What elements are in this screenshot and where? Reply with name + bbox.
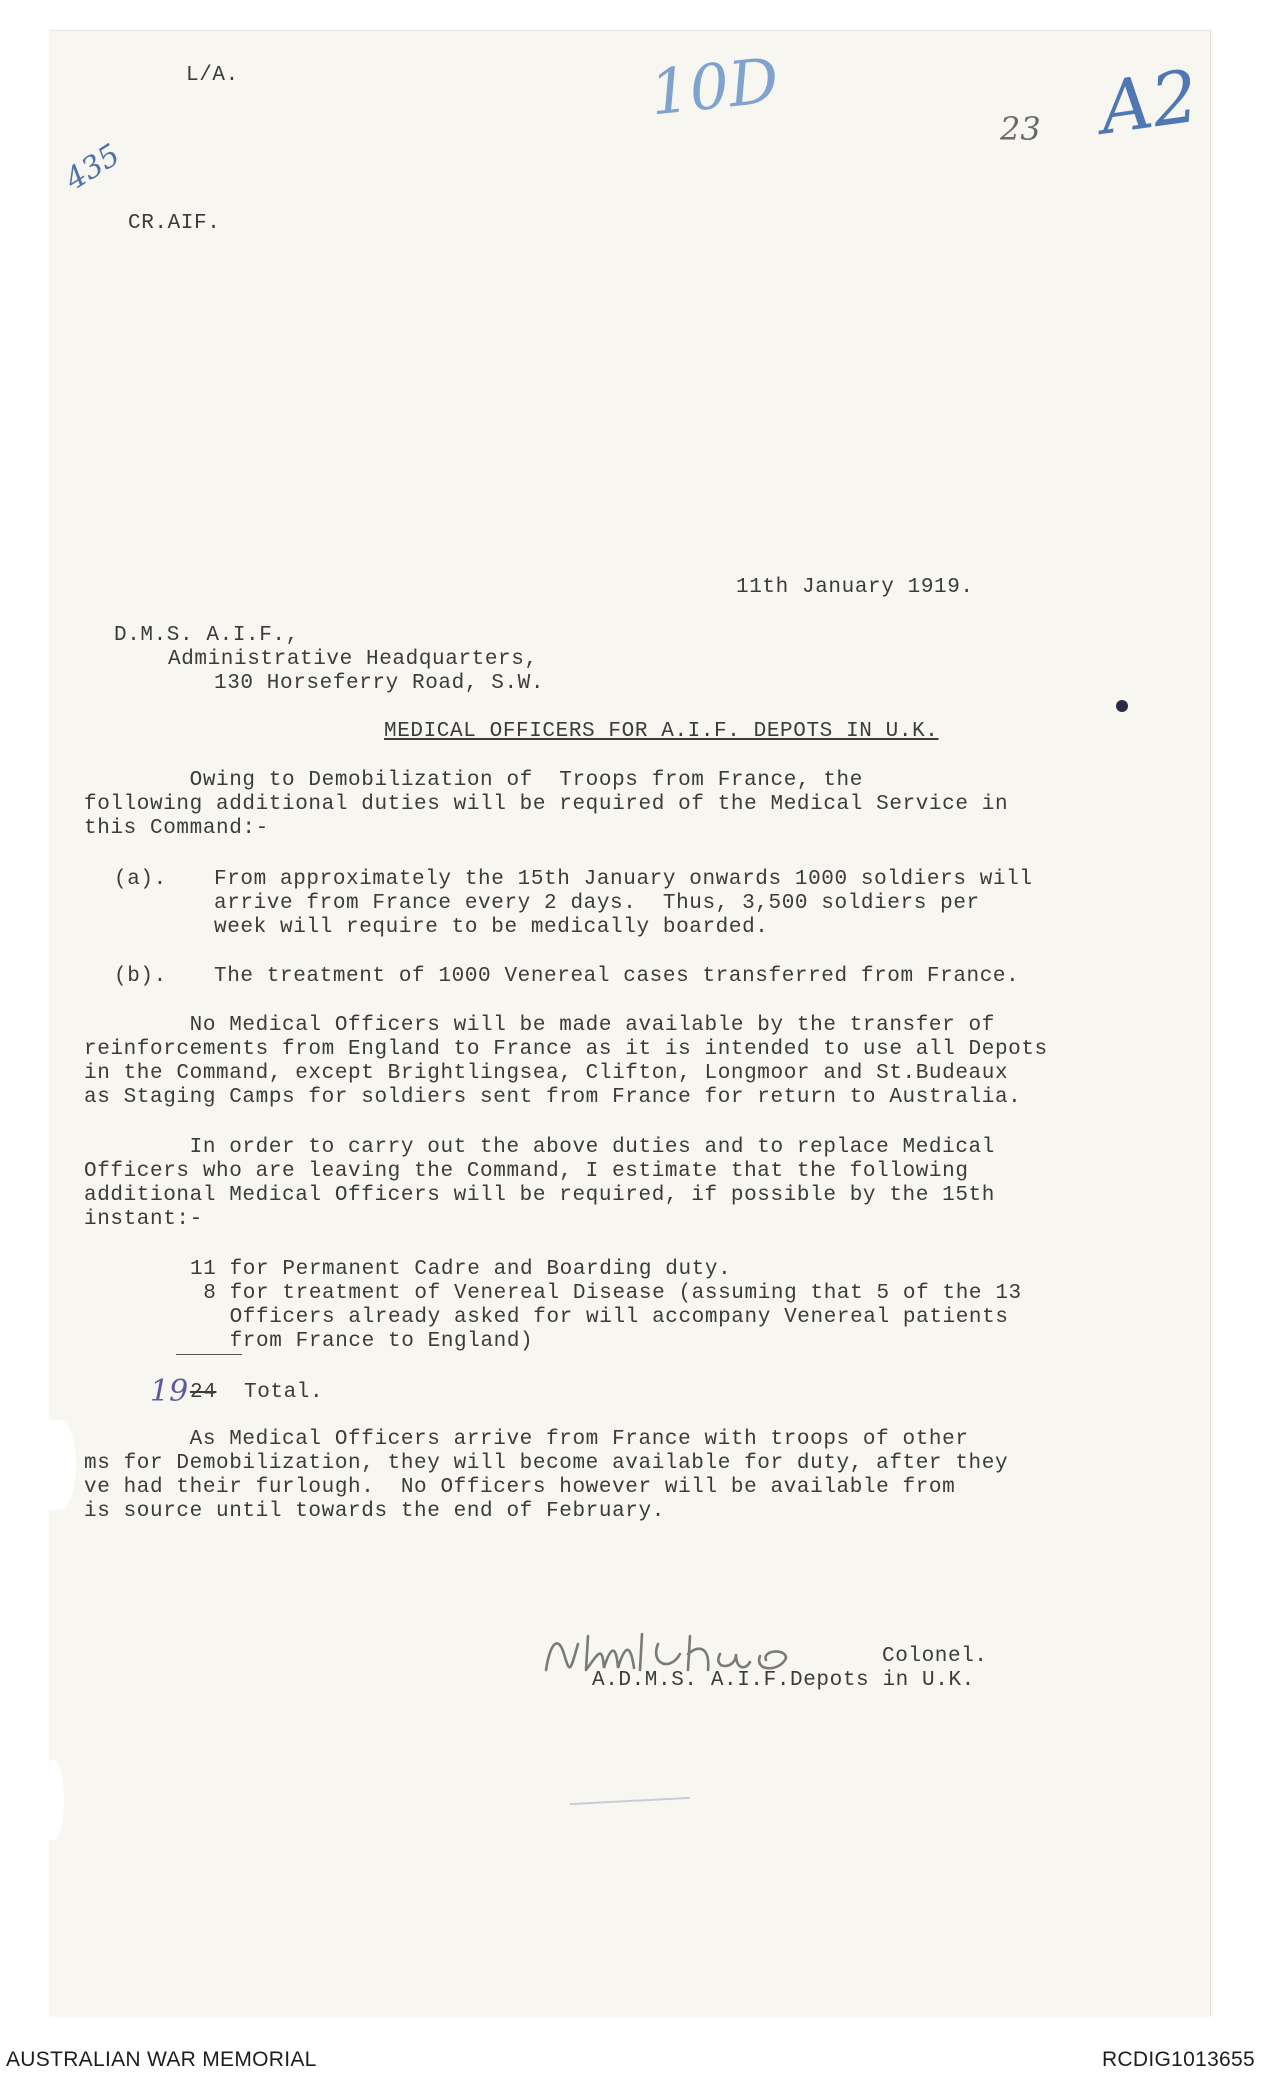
cr-aif-reference: CR.AIF. (128, 212, 221, 235)
text-line: Owing to Demobilization of Troops from France, the (84, 769, 863, 792)
sum-rule (176, 1354, 242, 1355)
item-b-label: (b). (114, 965, 167, 988)
text-line: week will require to be medically boarded. (214, 916, 769, 939)
handwritten-folio-number: 435 (59, 137, 127, 198)
text-line: No Medical Officers will be made available by the transfer of (84, 1014, 995, 1037)
text-line: Officers who are leaving the Command, I estimate that the following (84, 1160, 969, 1183)
letter-date: 11th January 1919. (736, 576, 974, 599)
list-item: Officers already asked for will accompany Venereal patients (190, 1306, 1009, 1329)
list-item: 11 for Permanent Cadre and Boarding duty. (190, 1258, 732, 1281)
handwritten-10d: 10D (646, 43, 783, 130)
item-b-text: The treatment of 1000 Venereal cases transferred from France. (214, 965, 1020, 988)
subject-heading: MEDICAL OFFICERS FOR A.I.F. DEPOTS IN U.K. (384, 720, 939, 743)
list-item: 8 for treatment of Venereal Disease (assuming that 5 of the 13 (190, 1282, 1022, 1305)
text-line: following additional duties will be required of the Medical Service in (84, 793, 1009, 816)
text-line: From approximately the 15th January onwards 1000 soldiers will (214, 868, 1033, 891)
address-line-1: D.M.S. A.I.F., (114, 624, 299, 647)
item-a-text (214, 868, 1033, 940)
officer-requirements-list (190, 1258, 1022, 1354)
paragraph-2 (84, 1014, 1048, 1110)
signature-rank: Colonel. (882, 1645, 988, 1668)
page-tear (44, 1420, 76, 1510)
text-line: reinforcements from England to France as it is intended to use all Depots (84, 1038, 1048, 1061)
text-line: instant:- (84, 1208, 203, 1231)
item-a-label: (a). (114, 868, 167, 891)
reference-mark: L/A. (186, 64, 239, 87)
text-line: ve had their furlough. No Officers however will be available from (84, 1476, 956, 1499)
text-line: this Command:- (84, 817, 269, 840)
footer-archive-name: AUSTRALIAN WAR MEMORIAL (6, 2048, 317, 2071)
handwritten-a2: A2 (1094, 53, 1204, 151)
total-label: Total. (244, 1381, 324, 1404)
paragraph-1 (84, 769, 1008, 841)
text-line: additional Medical Officers will be required, if possible by the 15th (84, 1184, 995, 1207)
text-line: in the Command, except Brightlingsea, Clifton, Longmoor and St.Budeaux (84, 1062, 1009, 1085)
text-line: is source until towards the end of February. (84, 1500, 665, 1523)
struck-total: 24 (190, 1381, 217, 1404)
paragraph-3 (84, 1136, 995, 1232)
list-item: from France to England) (190, 1330, 534, 1353)
ink-spot (1116, 700, 1128, 712)
text-line: As Medical Officers arrive from France with troops of other (84, 1428, 969, 1451)
text-line: arrive from France every 2 days. Thus, 3,500 soldiers per (214, 892, 980, 915)
handwritten-total: 19 (150, 1374, 189, 1409)
page-tear (44, 1760, 64, 1840)
text-line: In order to carry out the above duties and to replace Medical (84, 1136, 995, 1159)
address-line-3: 130 Horseferry Road, S.W. (214, 672, 545, 695)
signature-title: A.D.M.S. A.I.F.Depots in U.K. (592, 1669, 975, 1692)
handwritten-page-number: 23 (1000, 110, 1041, 148)
text-line: as Staging Camps for soldiers sent from France for return to Australia. (84, 1086, 1022, 1109)
footer-record-id: RCDIG1013655 (1101, 2048, 1255, 2071)
address-line-2: Administrative Headquarters, (168, 648, 538, 671)
paragraph-4 (84, 1428, 1008, 1524)
text-line: ms for Demobilization, they will become available for duty, after they (84, 1452, 1009, 1475)
